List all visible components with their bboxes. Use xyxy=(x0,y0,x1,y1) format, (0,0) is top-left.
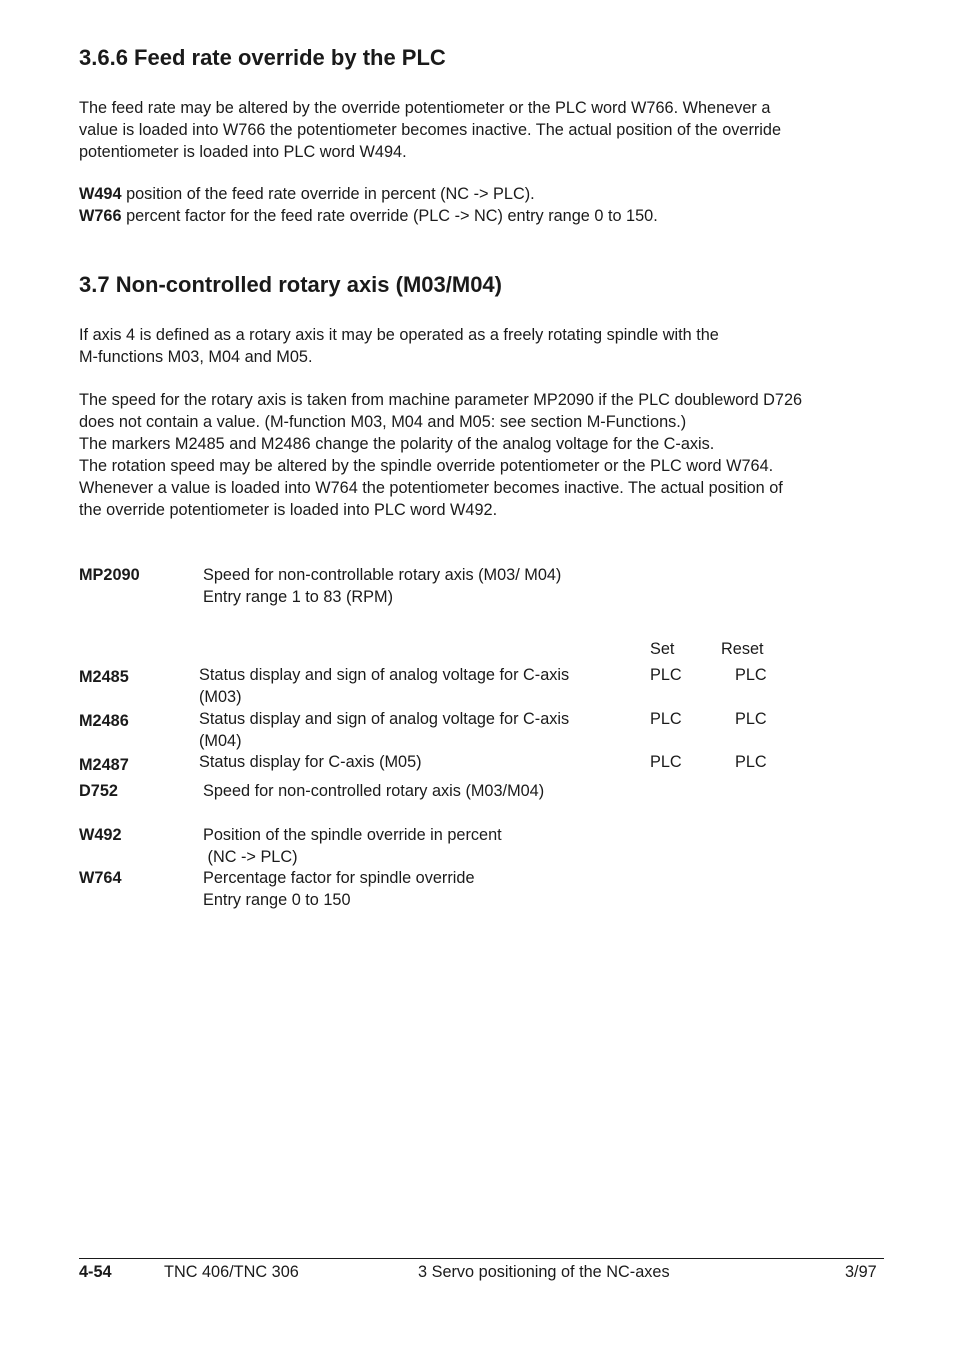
marker-code-m2487: M2487 xyxy=(79,756,129,774)
column-header-set: Set xyxy=(650,640,675,658)
param-desc-d752 xyxy=(203,781,544,803)
footer-page-number: 4-54 xyxy=(79,1263,112,1281)
text-line: If axis 4 is defined as a rotary axis it may be operated as a freely rotating spindle with the xyxy=(79,326,719,344)
definition-w494 xyxy=(79,183,658,205)
definition-code: W766 xyxy=(79,207,122,225)
text-line: Percentage factor for spindle override xyxy=(203,869,475,887)
text-line: does not contain a value. (M-function M03, M04 and M05: see section M-Functions.) xyxy=(79,413,687,431)
text-line: Position of the spindle override in percent xyxy=(203,826,502,844)
text-line: The rotation speed may be altered by the spindle override potentiometer or the PLC word W764. xyxy=(79,457,774,475)
rotary-axis-paragraph-1 xyxy=(79,324,719,368)
footer-rule xyxy=(79,1258,884,1259)
marker-set-m2485: PLC xyxy=(650,666,682,684)
section-heading-3-6-6: 3.6.6 Feed rate override by the PLC xyxy=(79,45,446,70)
text-line: Whenever a value is loaded into W764 the potentiometer becomes inactive. The actual position of xyxy=(79,479,783,497)
text-line: Speed for non-controllable rotary axis (M03/ M04) xyxy=(203,566,562,584)
definition-text: position of the feed rate override in percent (NC -> PLC). xyxy=(121,185,535,203)
marker-reset-m2485: PLC xyxy=(735,666,767,684)
text-line: Status display and sign of analog voltage for C-axis xyxy=(199,666,570,684)
marker-desc-m2486 xyxy=(199,709,569,752)
text-line: Status display for C-axis (M05) xyxy=(199,753,422,771)
footer-chapter: 3 Servo positioning of the NC-axes xyxy=(418,1263,670,1281)
definition-w766 xyxy=(79,205,658,227)
footer-date: 3/97 xyxy=(845,1263,877,1281)
text-line: Entry range 1 to 83 (RPM) xyxy=(203,587,394,606)
text-line: The markers M2485 and M2486 change the polarity of the analog voltage for the C-axis. xyxy=(79,435,715,453)
text-line: The feed rate may be altered by the override potentiometer or the PLC word W766. Whenever a xyxy=(79,99,771,117)
param-code-d752: D752 xyxy=(79,782,118,800)
param-desc-w492 xyxy=(203,825,502,868)
param-desc-w764 xyxy=(203,868,475,911)
marker-desc-m2487 xyxy=(199,752,422,774)
text-line: M-functions M03, M04 and M05. xyxy=(79,348,313,366)
text-line: The speed for the rotary axis is taken from machine parameter MP2090 if the PLC doubleword D726 xyxy=(79,391,803,409)
marker-set-m2487: PLC xyxy=(650,753,682,771)
column-header-reset: Reset xyxy=(721,640,764,658)
text-line: Status display and sign of analog voltage for C-axis xyxy=(199,710,570,728)
param-code-mp2090: MP2090 xyxy=(79,566,140,584)
marker-reset-m2487: PLC xyxy=(735,753,767,771)
marker-desc-m2485 xyxy=(199,665,569,708)
definition-text: percent factor for the feed rate override (PLC -> NC) entry range 0 to 150. xyxy=(121,207,658,225)
marker-set-m2486: PLC xyxy=(650,710,682,728)
marker-reset-m2486: PLC xyxy=(735,710,767,728)
text-line: value is loaded into W766 the potentiometer becomes inactive. The actual position of the override xyxy=(79,121,782,139)
text-line: (NC -> PLC) xyxy=(203,847,298,866)
feed-rate-definitions xyxy=(79,183,658,227)
param-code-w492: W492 xyxy=(79,826,122,844)
marker-code-m2486: M2486 xyxy=(79,712,129,730)
text-line: (M04) xyxy=(199,731,242,750)
text-line: potentiometer is loaded into PLC word W494. xyxy=(79,143,407,161)
feed-rate-paragraph xyxy=(79,97,781,163)
rotary-axis-paragraph-2 xyxy=(79,389,802,521)
param-code-w764: W764 xyxy=(79,869,122,887)
text-line: (M03) xyxy=(199,687,242,706)
text-line: Entry range 0 to 150 xyxy=(203,890,351,909)
text-line: Speed for non-controlled rotary axis (M03/M04) xyxy=(203,782,545,800)
marker-code-m2485: M2485 xyxy=(79,668,129,686)
footer-model: TNC 406/TNC 306 xyxy=(164,1263,299,1281)
param-desc-mp2090 xyxy=(203,565,561,608)
text-line: the override potentiometer is loaded into PLC word W492. xyxy=(79,501,498,519)
definition-code: W494 xyxy=(79,185,122,203)
section-heading-3-7: 3.7 Non-controlled rotary axis (M03/M04) xyxy=(79,272,502,297)
